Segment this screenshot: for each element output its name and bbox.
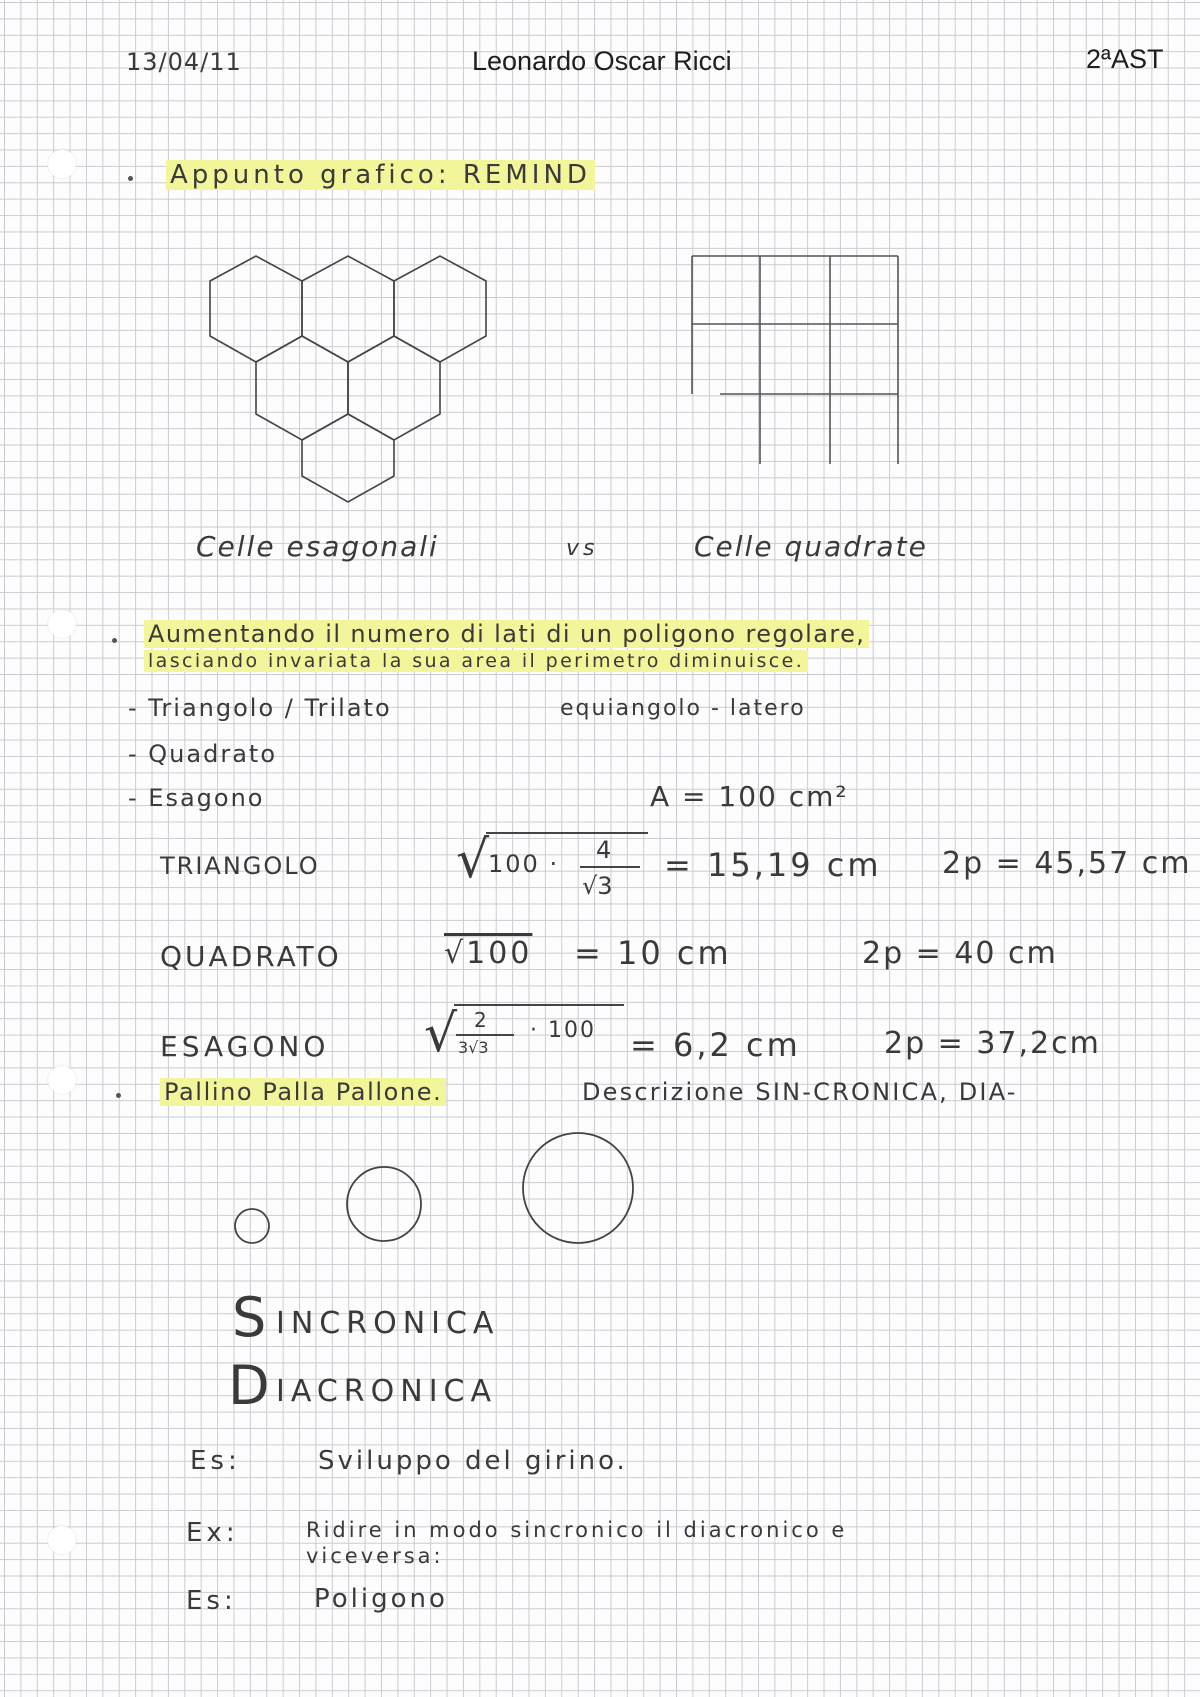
row-square-name: QUADRATO <box>160 940 342 973</box>
header-author: Leonardo Oscar Ricci <box>472 46 732 76</box>
example-2-text-cont: viceversa: <box>306 1544 444 1568</box>
row-triangle-frac-bar <box>580 866 640 868</box>
bullet-3 <box>116 1093 121 1098</box>
row-triangle-frac-bottom: √3 <box>582 872 613 900</box>
statement-line-2: lasciando invariata la sua area il perimetro diminuisce. <box>144 650 808 672</box>
balls-highlight: Pallino Palla Pallone. <box>160 1078 446 1106</box>
row-triangle-formula: 100 · <box>488 850 560 878</box>
row-hexagon-frac-bar <box>456 1034 514 1036</box>
bullet-2 <box>112 638 117 643</box>
row-triangle-frac-top: 4 <box>596 836 616 864</box>
area-value: A = 100 cm² <box>650 780 849 813</box>
punch-hole-2 <box>48 610 76 638</box>
pallone-circle <box>523 1133 633 1243</box>
row-triangle-name: TRIANGOLO <box>160 852 320 880</box>
punch-hole-4 <box>48 1526 76 1554</box>
example-1-text: Sviluppo del girino. <box>318 1446 628 1476</box>
label-vs: vs <box>566 536 599 561</box>
row-square-perimeter: 2p = 40 cm <box>862 936 1058 971</box>
row-hexagon-perimeter: 2p = 37,2cm <box>884 1026 1101 1061</box>
row-hexagon-frac-top: 2 <box>474 1008 491 1032</box>
row-hexagon-frac-bottom: 3√3 <box>458 1038 489 1057</box>
statement-line-1: Aumentando il numero di lati di un poligono regolare, <box>144 620 869 648</box>
word-sincronica: INCRONICA <box>276 1306 500 1341</box>
cell-drawings <box>0 0 1200 520</box>
row-triangle-result: = 15,19 cm <box>664 846 882 884</box>
square-cells <box>692 256 898 464</box>
item-triangle: - Triangolo / Trilato <box>128 694 392 722</box>
example-1-label: Es: <box>190 1446 241 1476</box>
row-square-result: = 10 cm <box>574 934 732 972</box>
header-class: 2ªAST <box>1086 44 1164 74</box>
example-2-text: Ridire in modo sincronico il diacronico e <box>306 1518 848 1542</box>
row-hexagon-name: ESAGONO <box>160 1030 330 1063</box>
item-hexagon: - Esagono <box>128 784 265 812</box>
row-triangle-radical-sign: √ <box>456 830 490 890</box>
hexagon-cells <box>210 256 486 502</box>
label-hexagon-cells: Celle esagonali <box>196 530 439 563</box>
word-sincronica-cap: S <box>232 1286 267 1349</box>
item-square: - Quadrato <box>128 740 277 768</box>
word-diacronica: IACRONICA <box>276 1374 498 1409</box>
example-3-text: Poligono <box>314 1584 448 1614</box>
row-hexagon-result: = 6,2 cm <box>630 1026 801 1064</box>
example-3-label: Es: <box>186 1586 237 1616</box>
description-text: Descrizione SIN-CRONICA, DIA- <box>582 1078 1018 1106</box>
palla-circle <box>347 1167 421 1241</box>
punch-hole-3 <box>48 1066 76 1094</box>
example-2-label: Ex: <box>186 1518 239 1548</box>
triangle-note: equiangolo - latero <box>560 696 806 721</box>
section1-title: Appunto grafico: REMIND <box>166 160 595 190</box>
row-hexagon-radical-sign: √ <box>424 1004 458 1064</box>
header-date: 13/04/11 <box>126 48 242 76</box>
row-hexagon-radical-bar <box>454 1004 624 1006</box>
label-square-cells: Celle quadrate <box>694 530 928 563</box>
row-triangle-perimeter: 2p = 45,57 cm <box>942 846 1192 881</box>
row-triangle-radical-bar <box>486 832 648 834</box>
pallino-circle <box>235 1209 269 1243</box>
row-hexagon-formula-tail: · 100 <box>530 1018 596 1043</box>
row-square-formula: √100 <box>444 936 533 971</box>
word-diacronica-cap: D <box>228 1354 270 1417</box>
